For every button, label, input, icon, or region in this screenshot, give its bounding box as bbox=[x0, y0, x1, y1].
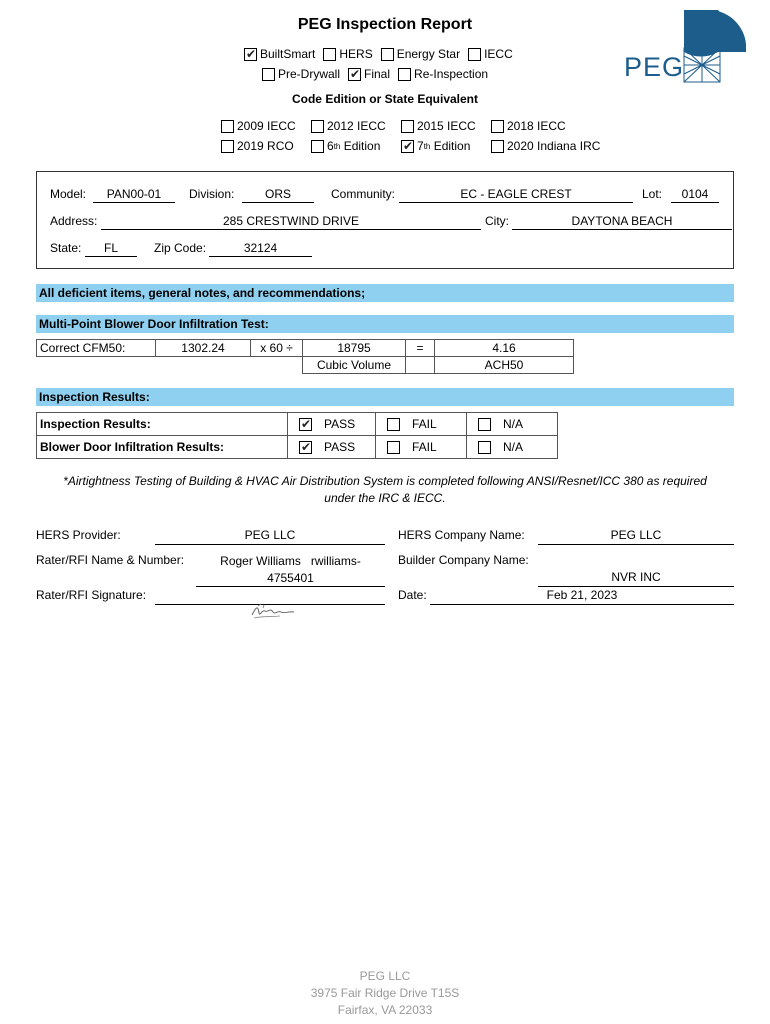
checkbox-icon[interactable] bbox=[311, 140, 324, 153]
footer-city: Fairfax, VA 22033 bbox=[337, 1003, 433, 1017]
option-energy-star[interactable]: Energy Star bbox=[381, 47, 460, 61]
table-row bbox=[37, 413, 558, 436]
code-edition-heading: Code Edition or State Equivalent bbox=[291, 92, 479, 106]
hers-provider-label: HERS Provider: bbox=[36, 528, 121, 542]
rater-value: Roger Williams rwilliams- 4755401 bbox=[220, 554, 361, 585]
pass-option[interactable]: ✔ PASS bbox=[288, 436, 376, 459]
zip-label: Zip Code: bbox=[154, 241, 207, 255]
checkbox-icon[interactable] bbox=[299, 418, 312, 431]
pass-option[interactable]: ✔ PASS bbox=[288, 413, 376, 436]
builder-label: Builder Company Name: bbox=[398, 553, 529, 567]
option-final[interactable]: ✔ Final bbox=[348, 67, 390, 81]
blower-door-table bbox=[36, 339, 574, 374]
hers-provider-line bbox=[155, 544, 385, 545]
builder-line bbox=[538, 586, 734, 587]
option-iecc[interactable]: IECC bbox=[468, 47, 513, 61]
na-option[interactable]: N/A bbox=[467, 413, 558, 436]
hers-company-label: HERS Company Name: bbox=[398, 528, 525, 542]
checkbox-icon[interactable] bbox=[323, 48, 336, 61]
ach-value: 4.16 bbox=[435, 340, 574, 357]
hers-provider-value: PEG LLC bbox=[244, 528, 296, 542]
option-2019-rco[interactable]: 2019 RCO bbox=[221, 139, 303, 153]
option-2009-iecc[interactable]: 2009 IECC bbox=[221, 119, 303, 133]
rater-line bbox=[196, 586, 385, 587]
inspection-results-heading: Inspection Results: bbox=[36, 388, 734, 406]
cfm-value: 1302.24 bbox=[156, 340, 251, 357]
hers-company-line bbox=[538, 544, 734, 545]
checkbox-icon[interactable] bbox=[401, 120, 414, 133]
signature-label: Rater/RFI Signature: bbox=[36, 588, 147, 602]
result-label: Blower Door Infiltration Results: bbox=[37, 436, 288, 459]
community-label: Community: bbox=[331, 187, 396, 201]
table-row bbox=[37, 340, 574, 357]
volume-value: 18795 bbox=[303, 340, 406, 357]
zip-field[interactable]: 32124 bbox=[209, 241, 312, 257]
lot-label: Lot: bbox=[642, 187, 663, 201]
option-2015-iecc[interactable]: 2015 IECC bbox=[401, 119, 483, 133]
lot-field[interactable]: 0104 bbox=[671, 187, 719, 203]
date-value: Feb 21, 2023 bbox=[546, 588, 618, 602]
rater-label: Rater/RFI Name & Number: bbox=[36, 553, 185, 567]
checkbox-icon[interactable] bbox=[262, 68, 275, 81]
peg-logo bbox=[622, 8, 752, 83]
state-field[interactable]: FL bbox=[85, 241, 137, 257]
program-options bbox=[244, 47, 521, 61]
option-hers[interactable]: HERS bbox=[323, 47, 372, 61]
blower-test-heading: Multi-Point Blower Door Infiltration Test: bbox=[36, 315, 734, 333]
state-label: State: bbox=[50, 241, 82, 255]
option-2012-iecc[interactable]: 2012 IECC bbox=[311, 119, 393, 133]
site-info-box bbox=[36, 171, 734, 269]
equals-sign: = bbox=[406, 340, 435, 357]
builder-value: NVR INC bbox=[611, 570, 661, 584]
logo-text: PEG bbox=[624, 52, 685, 82]
table-row bbox=[37, 357, 574, 374]
division-field[interactable]: ORS bbox=[242, 187, 314, 203]
volume-label: Cubic Volume bbox=[303, 357, 406, 374]
na-option[interactable]: N/A bbox=[467, 436, 558, 459]
model-label: Model: bbox=[50, 187, 87, 201]
phase-options bbox=[262, 67, 496, 81]
table-row bbox=[37, 436, 558, 459]
checkbox-icon[interactable] bbox=[348, 68, 361, 81]
checkbox-icon[interactable] bbox=[468, 48, 481, 61]
code-options-row1 bbox=[221, 119, 574, 133]
checkbox-icon[interactable] bbox=[491, 120, 504, 133]
checkbox-icon[interactable] bbox=[221, 140, 234, 153]
checkbox-icon[interactable] bbox=[244, 48, 257, 61]
fail-option[interactable]: FAIL bbox=[376, 413, 467, 436]
handwritten-signature bbox=[250, 601, 300, 621]
option-pre-drywall[interactable]: Pre-Drywall bbox=[262, 67, 340, 81]
division-label: Division: bbox=[189, 187, 235, 201]
code-options-row2 bbox=[221, 139, 608, 153]
checkbox-icon[interactable] bbox=[311, 120, 324, 133]
option-re-inspection[interactable]: Re-Inspection bbox=[398, 67, 488, 81]
fail-option[interactable]: FAIL bbox=[376, 436, 467, 459]
cfm-label: Correct CFM50: bbox=[37, 340, 156, 357]
checkbox-icon[interactable] bbox=[381, 48, 394, 61]
checkbox-icon[interactable] bbox=[299, 441, 312, 454]
date-label: Date: bbox=[398, 588, 427, 602]
airtightness-note: *Airtightness Testing of Building & HVAC Air Distribution System is completed following ANSI/Resnet/ICC 380 as required under the IRC & IECC. bbox=[63, 474, 707, 505]
model-field[interactable]: PAN00-01 bbox=[93, 187, 175, 203]
address-label: Address: bbox=[50, 214, 98, 228]
option-builtsmart[interactable]: ✔ BuiltSmart bbox=[244, 47, 315, 61]
address-field[interactable]: 285 CRESTWIND DRIVE bbox=[101, 214, 481, 230]
checkbox-icon[interactable] bbox=[387, 441, 400, 454]
footer-company: PEG LLC bbox=[359, 969, 411, 983]
page-footer bbox=[0, 968, 770, 1019]
checkbox-icon[interactable] bbox=[398, 68, 411, 81]
option-2018-iecc[interactable]: 2018 IECC bbox=[491, 119, 566, 133]
checkbox-icon[interactable] bbox=[401, 140, 414, 153]
checkbox-icon[interactable] bbox=[221, 120, 234, 133]
option-2020-indiana-irc[interactable]: 2020 Indiana IRC bbox=[491, 139, 600, 153]
city-label: City: bbox=[485, 214, 509, 228]
city-field[interactable]: DAYTONA BEACH bbox=[512, 214, 732, 230]
option-6th-edition[interactable]: 6 th Edition bbox=[311, 139, 393, 153]
checkbox-icon[interactable] bbox=[478, 418, 491, 431]
deficient-items-heading: All deficient items, general notes, and recommendations; bbox=[36, 284, 734, 302]
checkbox-icon[interactable] bbox=[478, 441, 491, 454]
checkbox-icon[interactable] bbox=[491, 140, 504, 153]
result-label: Inspection Results: bbox=[37, 413, 288, 436]
ach-label: ACH50 bbox=[435, 357, 574, 374]
page-title: PEG Inspection Report bbox=[297, 16, 473, 33]
multiplier: x 60 ÷ bbox=[251, 340, 303, 357]
option-7th-edition[interactable]: ✔ 7 th Edition bbox=[401, 139, 483, 153]
checkbox-icon[interactable] bbox=[387, 418, 400, 431]
footer-street: 3975 Fair Ridge Drive T15S bbox=[310, 986, 460, 1000]
community-field[interactable]: EC - EAGLE CREST bbox=[399, 187, 633, 203]
date-line bbox=[430, 604, 734, 605]
results-table bbox=[36, 412, 558, 459]
hers-company-value: PEG LLC bbox=[610, 528, 662, 542]
